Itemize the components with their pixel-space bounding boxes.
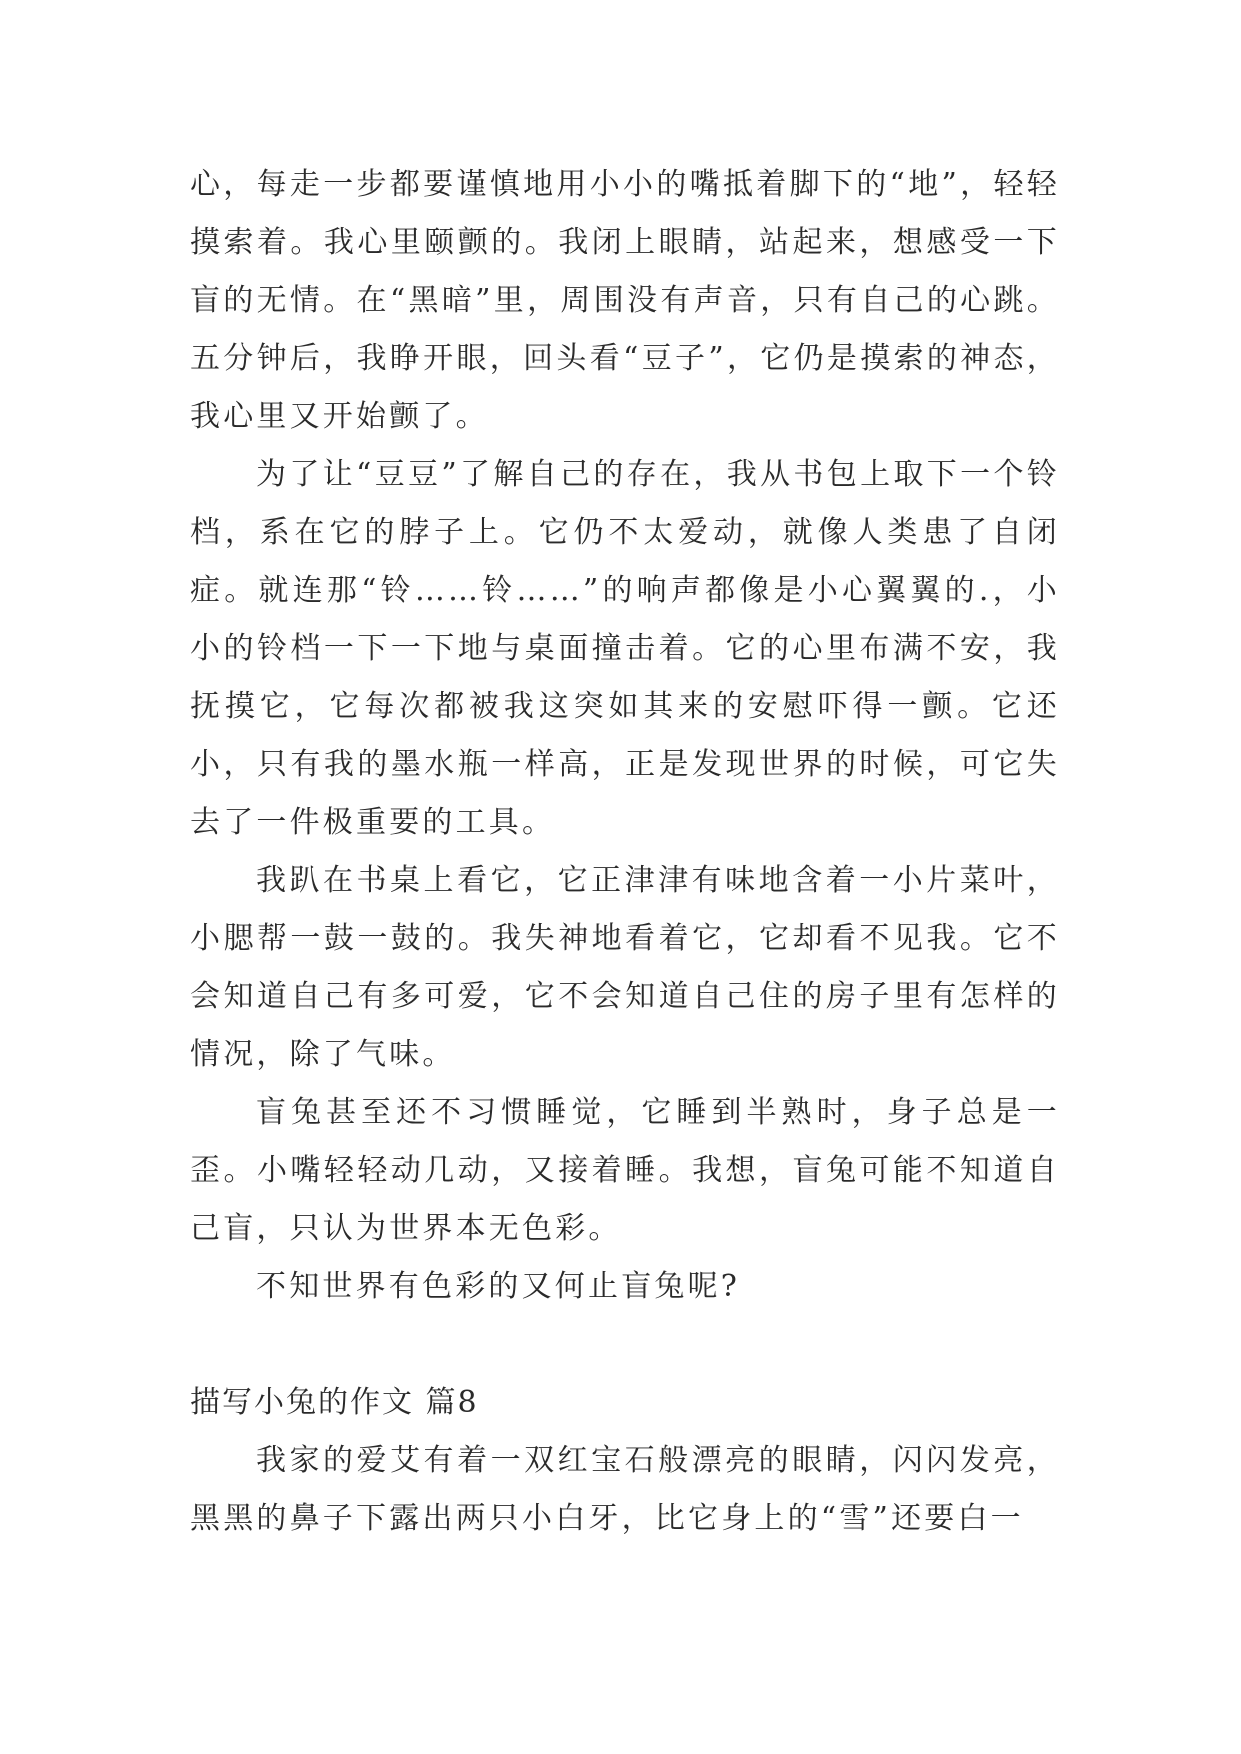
paragraph-6: 我家的爱艾有着一双红宝石般漂亮的眼睛，闪闪发亮，黑黑的鼻子下露出两只小白牙，比它身上的“雪”还要白一	[190, 1443, 1060, 1536]
paragraph-3: 我趴在书桌上看它，它正津津有味地含着一小片菜叶，小腮帮一鼓一鼓的。我失神地看着它，它却看不见我。它不会知道自己有多可爱，它不会知道自己住的房子里有怎样的情况，除了气味。	[190, 863, 1060, 1072]
paragraph-1: 心，每走一步都要谨慎地用小小的嘴抵着脚下的“地”，轻轻摸索着。我心里颐颤的。我闭上眼睛，站起来，想感受一下盲的无情。在“黑暗”里，周围没有声音，只有自己的心跳。五分钟后，我睁开眼，回头看“豆子”，它仍是摸索的神态，我心里又开始颤了。	[190, 167, 1060, 434]
section-heading: 描写小兔的作文 篇8	[190, 1385, 479, 1420]
paragraph-5: 不知世界有色彩的又何止盲兔呢?	[256, 1269, 741, 1304]
paragraph-2: 为了让“豆豆”了解自己的存在，我从书包上取下一个铃档，系在它的脖子上。它仍不太爱动，就像人类患了自闭症。就连那“铃……铃……”的响声都像是小心翼翼的.，小小的铃档一下一下地与桌面撞击着。它的心里布满不安，我抚摸它，它每次都被我这突如其来的安慰吓得一颤。它还小，只有我的墨水瓶一样高，正是发现世界的时候，可它失去了一件极重要的工具。	[190, 457, 1060, 840]
document-page	[190, 156, 1060, 1548]
paragraph-4: 盲兔甚至还不习惯睡觉，它睡到半熟时，身子总是一歪。小嘴轻轻动几动，又接着睡。我想，盲兔可能不知道自己盲，只认为世界本无色彩。	[190, 1095, 1060, 1246]
